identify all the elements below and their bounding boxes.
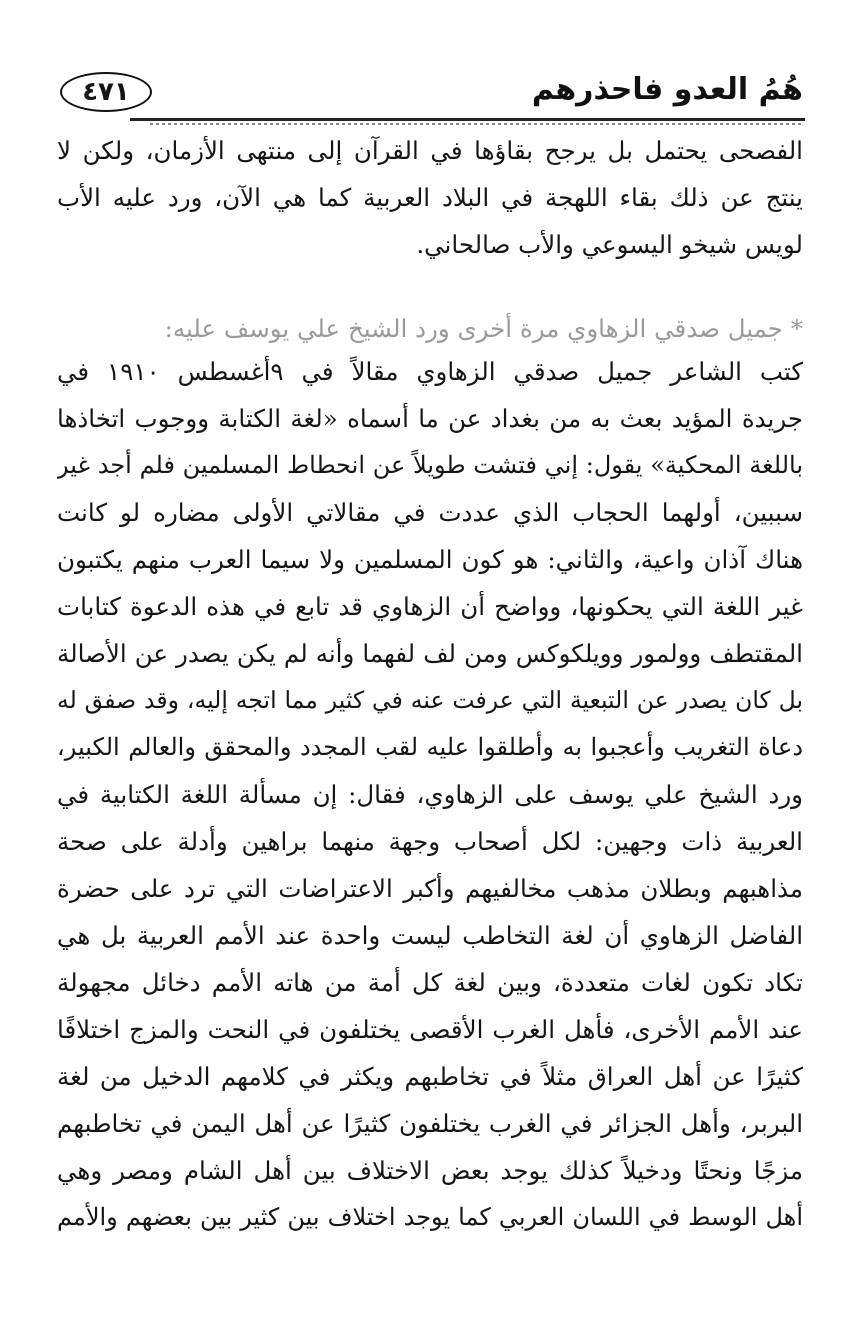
text-line: كثيرًا عن أهل العراق مثلاً في تخاطبهم ويكثر في كلامهم الدخيل من لغة: [57, 1062, 803, 1091]
running-title: هُمُ العدو فاحذرهم: [531, 72, 803, 107]
text-line: سببين، أولهما الحجاب الذي عددت في مقالاتي الأولى مضاره لو كانت: [57, 498, 803, 527]
text-line: تكاد تكون لغات متعددة، وبين لغة كل أمة من هاته الأمم دخائل مجهولة: [57, 968, 803, 997]
text-line: هناك آذان واعية، والثاني: هو كون المسلمين ولا سيما العرب منهم يكتبون: [57, 545, 803, 574]
text-line: المقتطف وولمور وويلكوكس ومن لف لفهما وأنه لم يكن يصدر عن الأصالة: [57, 639, 803, 668]
text-line: جريدة المؤيد بعث به من بغداد عن ما أسماه «لغة الكتابة ووجوب اتخاذها: [57, 404, 803, 433]
text-line: الفاضل الزهاوي أن لغة التخاطب ليست واحدة عند الأمم العربية بل هي: [57, 921, 803, 950]
text-line: ورد الشيخ علي يوسف على الزهاوي، فقال: إن مسألة اللغة الكتابية في: [57, 780, 803, 809]
text-line: الفصحى يحتمل بل يرجح بقاؤها في القرآن إلى منتهى الأزمان، ولكن لا: [57, 136, 803, 165]
text-line: عند الأمم الأخرى، فأهل الغرب الأقصى يختلفون في النحت والمزج اختلافًا: [57, 1015, 803, 1044]
page-number: ٤٧١: [60, 72, 152, 112]
header-rule-dotted: [150, 123, 801, 125]
text-line: دعاة التغريب وأعجبوا به وأطلقوا عليه لقب المجدد والمحقق والعالم الكبير،: [57, 733, 803, 761]
text-line: لويس شيخو اليسوعي والأب صالحاني.: [416, 230, 803, 259]
text-line: أهل الوسط في اللسان العربي كما يوجد اختلاف بين كثير بين بعضهم والأمم: [57, 1203, 803, 1231]
text-line: ينتج عن ذلك بقاء اللهجة في البلاد العربية كما هي الآن، ورد عليه الأب: [57, 183, 803, 212]
text-line: غير اللغة التي يحكونها، وواضح أن الزهاوي قد تابع في هذه الدعوة كتابات: [57, 592, 803, 621]
text-line: باللغة المحكية» يقول: إني فتشت طويلاً عن انحطاط المسلمين فلم أجد غير: [57, 451, 803, 479]
text-line: البربر، وأهل الجزائر في الغرب يختلفون كثيرًا عن أهل اليمن في تخاطبهم: [57, 1109, 803, 1138]
text-line: مذاهبهم وبطلان مذهب مخالفيهم وأكبر الاعتراضات التي ترد على حضرة: [57, 874, 803, 903]
section-heading: * جميل صدقي الزهاوي مرة أخرى ورد الشيخ علي يوسف عليه:: [164, 314, 803, 343]
text-line: العربية ذات وجهين: لكل أصحاب وجهة منهما براهين وأدلة على صحة: [57, 827, 803, 856]
text-line: كتب الشاعر جميل صدقي الزهاوي مقالاً في ٩أغسطس ١٩١٠ في: [57, 357, 803, 386]
text-line: مزجًا ونحتًا ودخيلاً كذلك يوجد بعض الاختلاف بين أهل الشام ومصر وهي: [57, 1156, 803, 1185]
paragraph-1: [57, 127, 803, 268]
text-line: بل كان يصدر عن التبعية التي عرفت عنه في كثير مما اتجه إليه، وقد صفق له: [57, 686, 803, 714]
paragraph-2: [57, 348, 803, 1241]
header-rule: [130, 118, 805, 121]
